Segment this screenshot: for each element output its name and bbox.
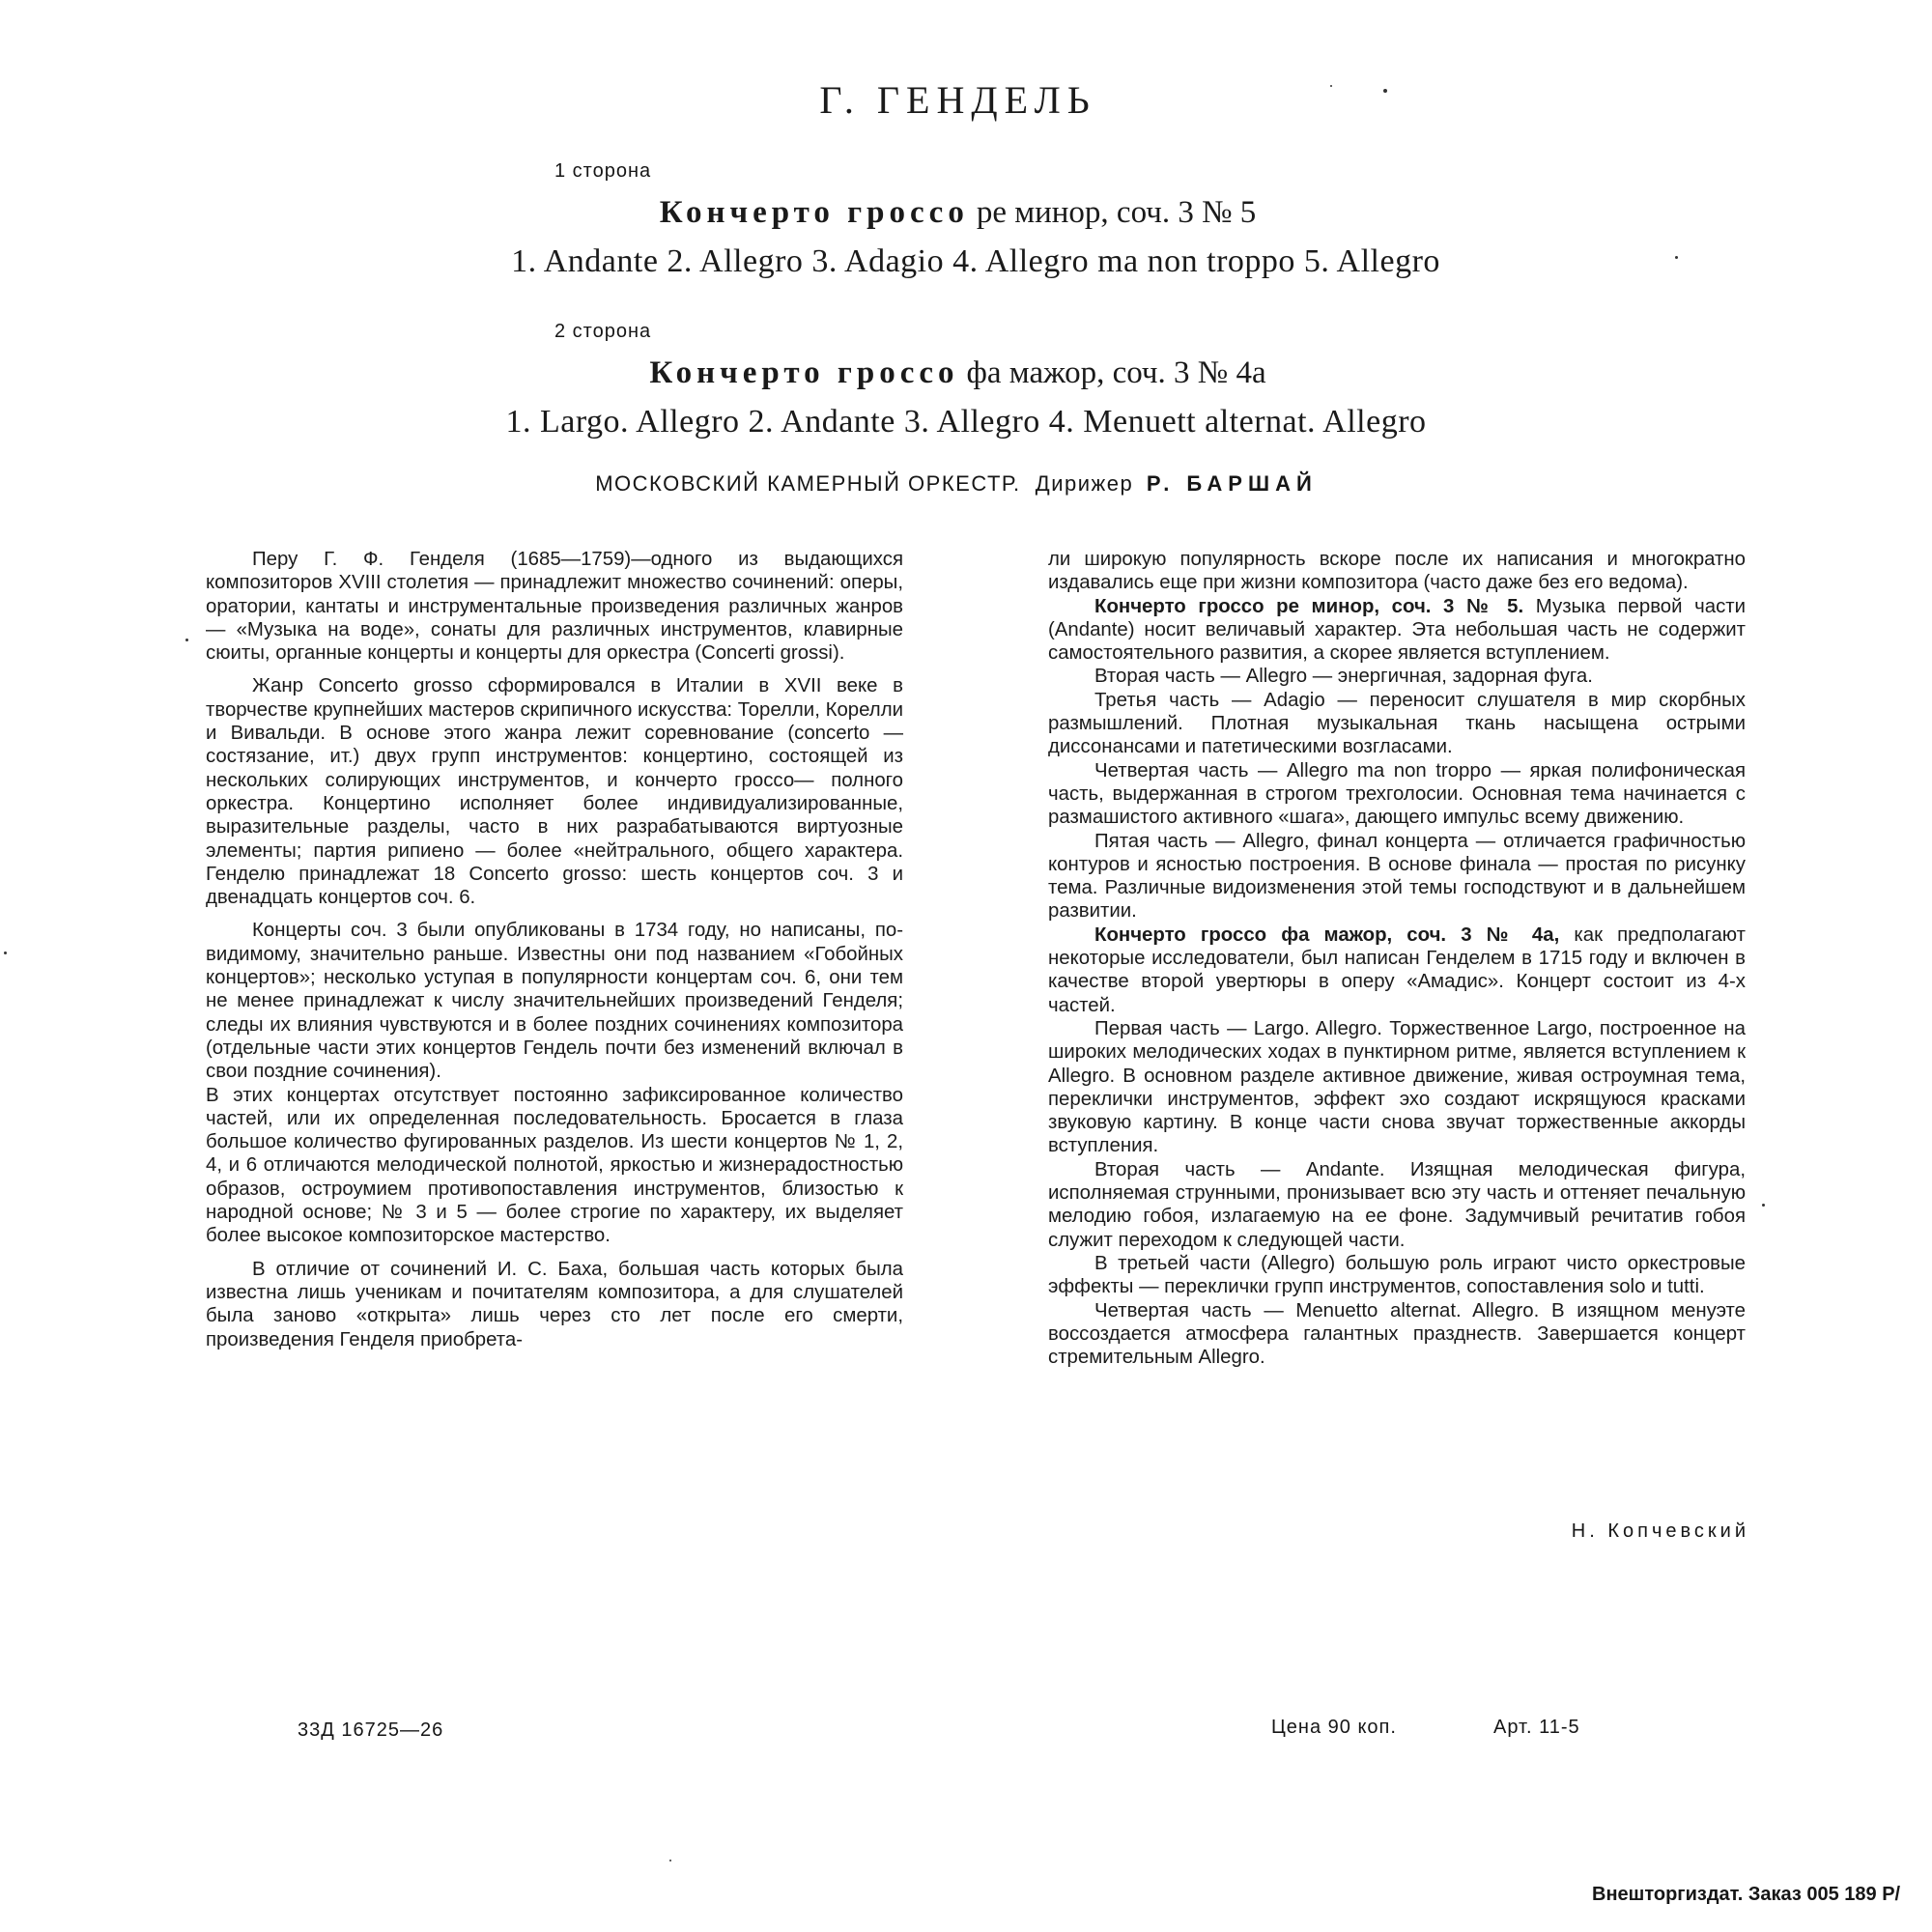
work-title-key: ре минор, соч. 3 № 5 bbox=[976, 195, 1257, 230]
side-1-label: 1 сторона bbox=[554, 160, 652, 182]
work-title-bold: Кончерто гроссо bbox=[649, 355, 959, 390]
notes-paragraph: Четвертая часть — Menuetto alternat. Allegro. В изящном менуэте воссоздается атмосфера галантных празднеств. Завершается концерт стремительным Allegro. bbox=[1048, 1299, 1746, 1369]
work-title-key: фа мажор, соч. 3 № 4а bbox=[966, 355, 1266, 390]
concerto-5-heading: Кончерто гроссо ре минор, соч. 3 № 5. bbox=[1094, 595, 1524, 617]
conductor-name: Р. БАРШАЙ bbox=[1146, 471, 1318, 496]
scan-speck bbox=[1675, 256, 1678, 259]
side-1-movements: 1. Andante 2. Allegro 3. Adagio 4. Allegro ma non troppo 5. Allegro bbox=[511, 243, 1440, 279]
notes-right-column bbox=[1048, 548, 1746, 1369]
orchestra-name: МОСКОВСКИЙ КАМЕРНЫЙ ОРКЕСТР. bbox=[595, 471, 1021, 496]
work-title-bold: Кончерто гроссо bbox=[659, 195, 969, 230]
price-label: Цена 90 коп. bbox=[1271, 1717, 1397, 1738]
notes-paragraph: В третьей части (Allegro) большую роль играют чисто оркестровые эффекты — переклички групп инструментов, сопоставления solo и tutti. bbox=[1048, 1252, 1746, 1298]
concerto-4a-heading: Кончерто гроссо фа мажор, соч. 3 № 4а, bbox=[1094, 923, 1560, 946]
notes-paragraph: В этих концертах отсутствует постоянно зафиксированное количество частей, или их определенная последовательность. Бросается в глаза большое количество фугированных разделов. Из шести концертов № 1, 2, 4, и 6 отличаются мелодической полнотой, яркостью и жизнерадостностью образов, остроумием противопоставления инструментов, близостью к народной основе; № 3 и 5 — более строгие по характеру, их выделяет более высокое композиторское мастерство. bbox=[206, 1084, 903, 1247]
conductor-label: Дирижер bbox=[1035, 471, 1134, 496]
scan-speck bbox=[185, 639, 188, 641]
article-number: Арт. 11-5 bbox=[1493, 1717, 1580, 1738]
publisher-imprint: Внешторгиздат. Заказ 005 189 Р/ bbox=[1592, 1884, 1901, 1905]
side-2-movements: 1. Largo. Allegro 2. Andante 3. Allegro 4. Menuett alternat. Allegro bbox=[505, 404, 1427, 440]
side-2-work-title bbox=[0, 355, 1916, 391]
notes-paragraph: В отличие от сочинений И. С. Баха, большая часть которых была известна лишь ученикам и почитателям композитора, а для слушателей была заново «открыта» лишь через сто лет после его смерти, произведения Генделя приобрета- bbox=[206, 1258, 903, 1350]
performers-line bbox=[0, 471, 1913, 497]
catalog-number: 33Д 16725—26 bbox=[298, 1719, 444, 1741]
concerto-5-text: Музыка первой части (Andante) носит величавый характер. Эта небольшая часть не содержит самостоятельного развития, а скорее является вступлением. bbox=[1048, 595, 1747, 665]
side-2-label: 2 сторона bbox=[554, 321, 652, 342]
notes-paragraph: Пятая часть — Allegro, финал концерта — отличается графичностью контуров и ясностью построения. В основе финала — простая по рисунку тема. Различные видоизменения этой темы господствуют и в дальнейшем развитии. bbox=[1048, 830, 1746, 923]
notes-paragraph: Первая часть — Largo. Allegro. Торжественное Largo, построенное на широких мелодических ходах в пунктирном ритме, является вступлением к Allegro. В основном разделе активное движение, живая остроумная тема, переклички инструментов, эффект эхо создают искрящуюся красками звуковую картину. В конце части снова звучат торжественные аккорды вступления. bbox=[1048, 1017, 1746, 1157]
notes-paragraph: Четвертая часть — Allegro ma non troppo — яркая полифоническая часть, выдержанная в строгом трехголосии. Основная тема начинается с размашистого активного «шага», дающего импульс всему движению. bbox=[1048, 759, 1746, 829]
notes-paragraph: Жанр Concerto grosso сформировался в Италии в XVII веке в творчестве крупнейших мастеров скрипичного искусства: Торелли, Корелли и Вивальди. В основе этого жанра лежит соревнование (concerto — состязание, ит.) двух групп инструментов: концертино, состоящей из нескольких солирующих инструментов, и кончерто гроссо— полного оркестра. Концертино исполняет более индивидуализированные, выразительные разделы, часто в них разрабатываются виртуозные элементы; партия рипиено — более «нейтрального, общего характера. Генделю принадлежат 18 Concerto grosso: шесть концертов соч. 3 и двенадцать концертов соч. 6. bbox=[206, 675, 903, 909]
notes-paragraph: Вторая часть — Andante. Изящная мелодическая фигура, исполняемая струнными, пронизывает всю эту часть и оттеняет печальную мелодию гобоя, излагаемую на ее фоне. Задумчивый речитатив гобоя служит переходом к следующей части. bbox=[1048, 1158, 1746, 1251]
notes-paragraph: Перу Г. Ф. Генделя (1685—1759)—одного из выдающихся композиторов XVIII столетия — принадлежит множество сочинений: оперы, оратории, кантаты и инструментальные произведения различных жанров — «Музыка на воде», сонаты для различных инструментов, клавирные сюиты, органные концерты и концерты для оркестра (Concerti grossi). bbox=[206, 549, 903, 665]
notes-paragraph: Третья часть — Adagio — переносит слушателя в мир скорбных размышлений. Плотная музыкальная ткань насыщена острыми диссонансами и патетическими возгласами. bbox=[1048, 689, 1746, 758]
notes-paragraph: ли широкую популярность вскоре после их написания и многократно издавались еще при жизни композитора (часто даже без его ведома). bbox=[1048, 549, 1746, 594]
concerto-4a-paragraph bbox=[1048, 923, 1746, 1017]
scan-speck bbox=[1762, 1204, 1765, 1207]
notes-paragraph: Вторая часть — Allegro — энергичная, задорная фуга. bbox=[1094, 666, 1593, 688]
scan-speck bbox=[1383, 89, 1387, 93]
notes-paragraph: Концерты соч. 3 были опубликованы в 1734 году, но написаны, по-видимому, значительно раньше. Известны они под названием «Гобойных концертов»; несколько уступая в популярности концертам соч. 6, они тем не менее принадлежат к числу значительнейших произведений Генделя; следы их влияния чувствуются и в более поздних сочинениях композитора (отдельные части этих концертов Гендель почти без изменений включал в свои поздние сочинения). bbox=[206, 920, 903, 1083]
concerto-4a-text: как предполагают некоторые исследователи, был написан Генделем в 1715 году и включен в качестве второй увертюры в оперу «Амадис». Концерт состоит из 4-х частей. bbox=[1048, 923, 1746, 1016]
scan-speck bbox=[669, 1860, 671, 1861]
concerto-5-paragraph bbox=[1048, 595, 1746, 666]
composer-heading: Г. ГЕНДЕЛЬ bbox=[819, 78, 1096, 122]
author-signature: Н. Копчевский bbox=[1571, 1520, 1749, 1542]
scan-speck bbox=[1330, 85, 1332, 87]
notes-left-column bbox=[206, 548, 903, 1351]
scan-speck bbox=[4, 952, 7, 954]
side-1-work-title bbox=[0, 195, 1916, 231]
